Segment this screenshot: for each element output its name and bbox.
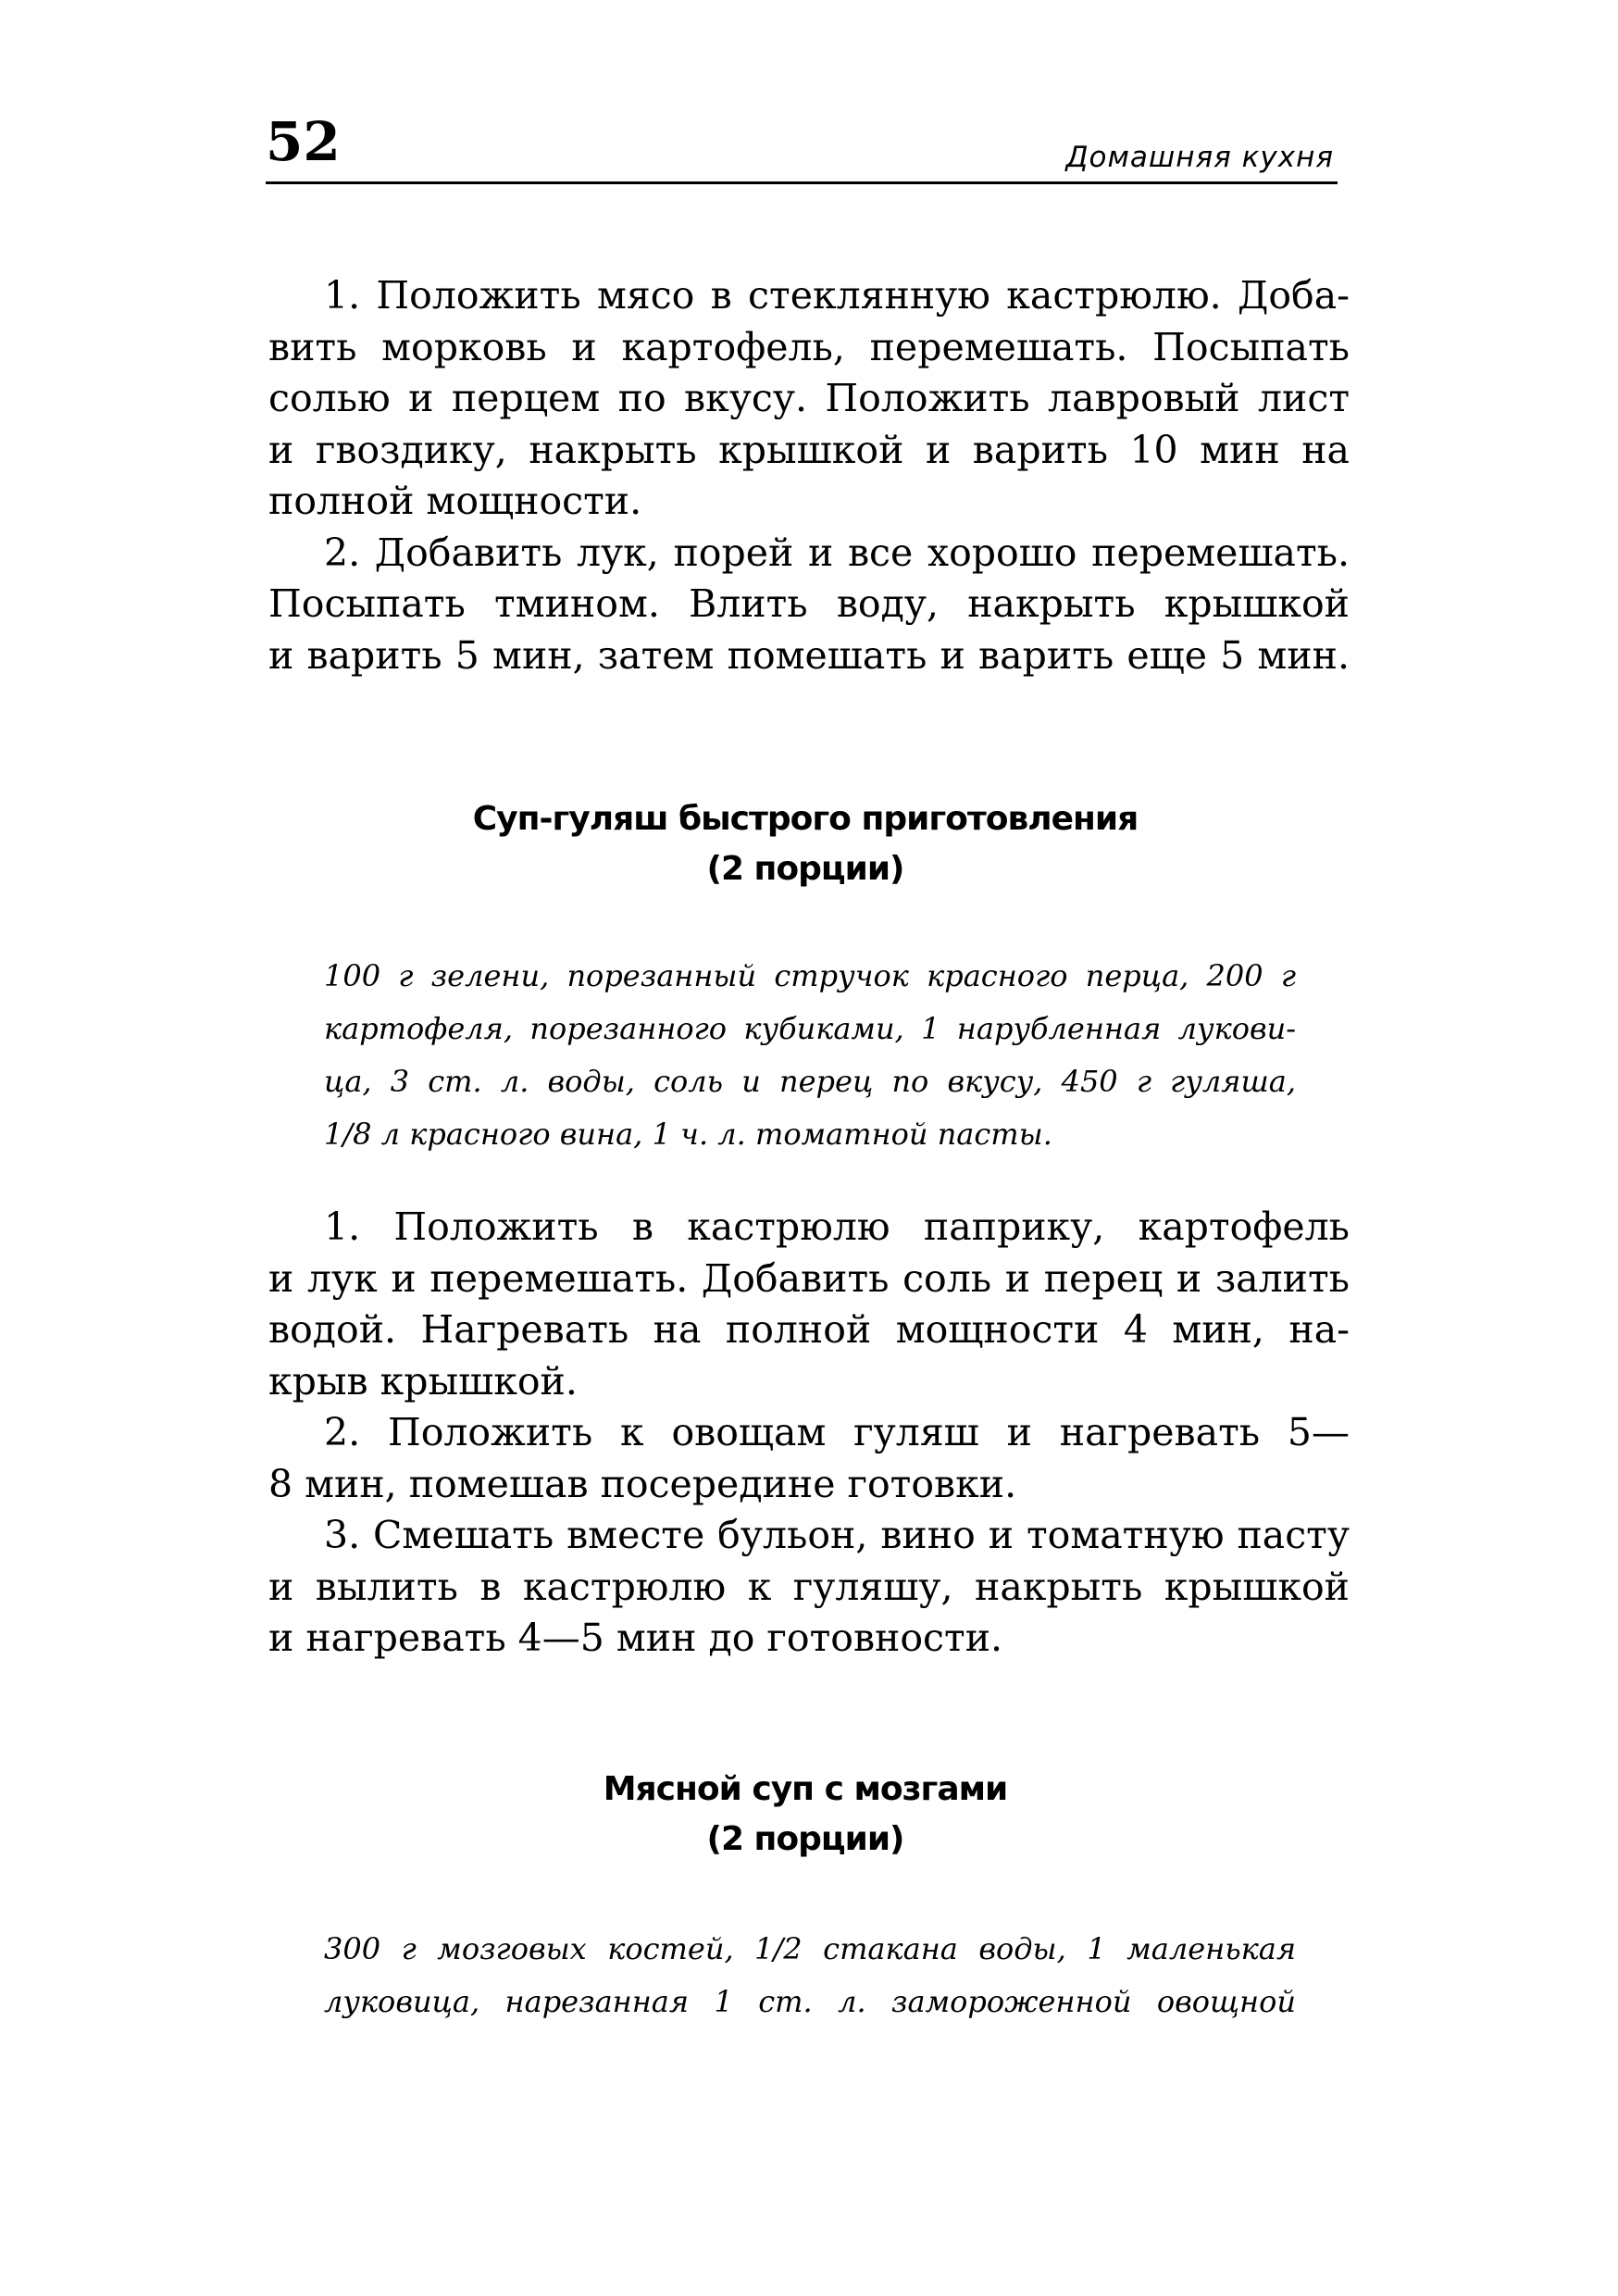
text-line: и гвоздику, накрыть крышкой и варить 10 мин на	[268, 427, 1350, 472]
recipe-servings: (2 порции)	[706, 850, 904, 888]
text-line: 1. Положить в кастрюлю паприку, картофель	[324, 1204, 1350, 1249]
recipe-title	[268, 1765, 1342, 1865]
instructions-block-1	[268, 270, 1350, 681]
recipe-servings: (2 порции)	[706, 1820, 904, 1858]
ingredients-line: 300 г мозговых костей, 1/2 стакана воды, 1 маленькая	[324, 1931, 1296, 1966]
paragraph-step-3	[268, 1510, 1350, 1665]
paragraph-step-1	[268, 270, 1350, 528]
text-line: водой. Нагревать на полной мощности 4 мин, на-	[268, 1307, 1350, 1352]
ingredients-line: 100 г зелени, порезанный стручок красного перца, 200 г	[324, 958, 1296, 993]
paragraph-step-2	[268, 528, 1350, 682]
text-line: и лук и перемешать. Добавить соль и перец и залить	[268, 1255, 1350, 1301]
ingredients-list	[324, 950, 1296, 1161]
instructions-block-2	[268, 1202, 1350, 1665]
page-number: 52	[266, 110, 341, 173]
paragraph-step-1	[268, 1202, 1350, 1407]
ingredients-line: картофеля, порезанного кубиками, 1 нарубленная лукови-	[324, 1011, 1296, 1046]
text-line: полной мощности.	[268, 479, 642, 523]
text-line: 1. Положить мясо в стеклянную кастрюлю. Доба-	[324, 273, 1350, 318]
text-line: 2. Положить к овощам гуляш и нагревать 5—	[324, 1410, 1350, 1454]
paragraph-step-2	[268, 1407, 1350, 1510]
recipe-title-text: Мясной суп с мозгами	[603, 1770, 1008, 1808]
page-header	[266, 109, 1338, 185]
ingredients-line: 1/8 л красного вина, 1 ч. л. томатной пасты.	[324, 1117, 1052, 1152]
text-line: и вылить в кастрюлю к гуляшу, накрыть крышкой	[268, 1564, 1350, 1609]
running-head: Домашняя кухня	[1065, 141, 1334, 174]
text-line: солью и перцем по вкусу. Положить лавровый лист	[268, 376, 1350, 420]
text-line: 3. Смешать вместе бульон, вино и томатную пасту	[324, 1513, 1350, 1557]
ingredients-line: луковица, нарезанная 1 ст. л. замороженной овощной	[324, 1984, 1296, 2019]
text-line: 8 мин, помешав посередине готовки.	[268, 1461, 1017, 1506]
text-line: Посыпать тмином. Влить воду, накрыть крышкой	[268, 581, 1350, 626]
text-line: крыв крышкой.	[268, 1358, 578, 1404]
ingredients-list	[324, 1923, 1296, 2028]
recipe-title	[268, 794, 1342, 894]
text-line: 2. Добавить лук, порей и все хорошо перемешать.	[324, 530, 1350, 575]
text-line: и нагревать 4—5 мин до готовности.	[268, 1616, 1003, 1660]
header-rule	[266, 181, 1338, 184]
text-line: вить морковь и картофель, перемешать. Посыпать	[268, 324, 1350, 369]
ingredients-line: ца, 3 ст. л. воды, соль и перец по вкусу, 450 г гуляша,	[324, 1064, 1296, 1099]
recipe-title-text: Суп-гуляш быстрого приготовления	[472, 800, 1139, 838]
text-line: и варить 5 мин, затем помешать и варить еще 5 мин.	[268, 632, 1350, 678]
